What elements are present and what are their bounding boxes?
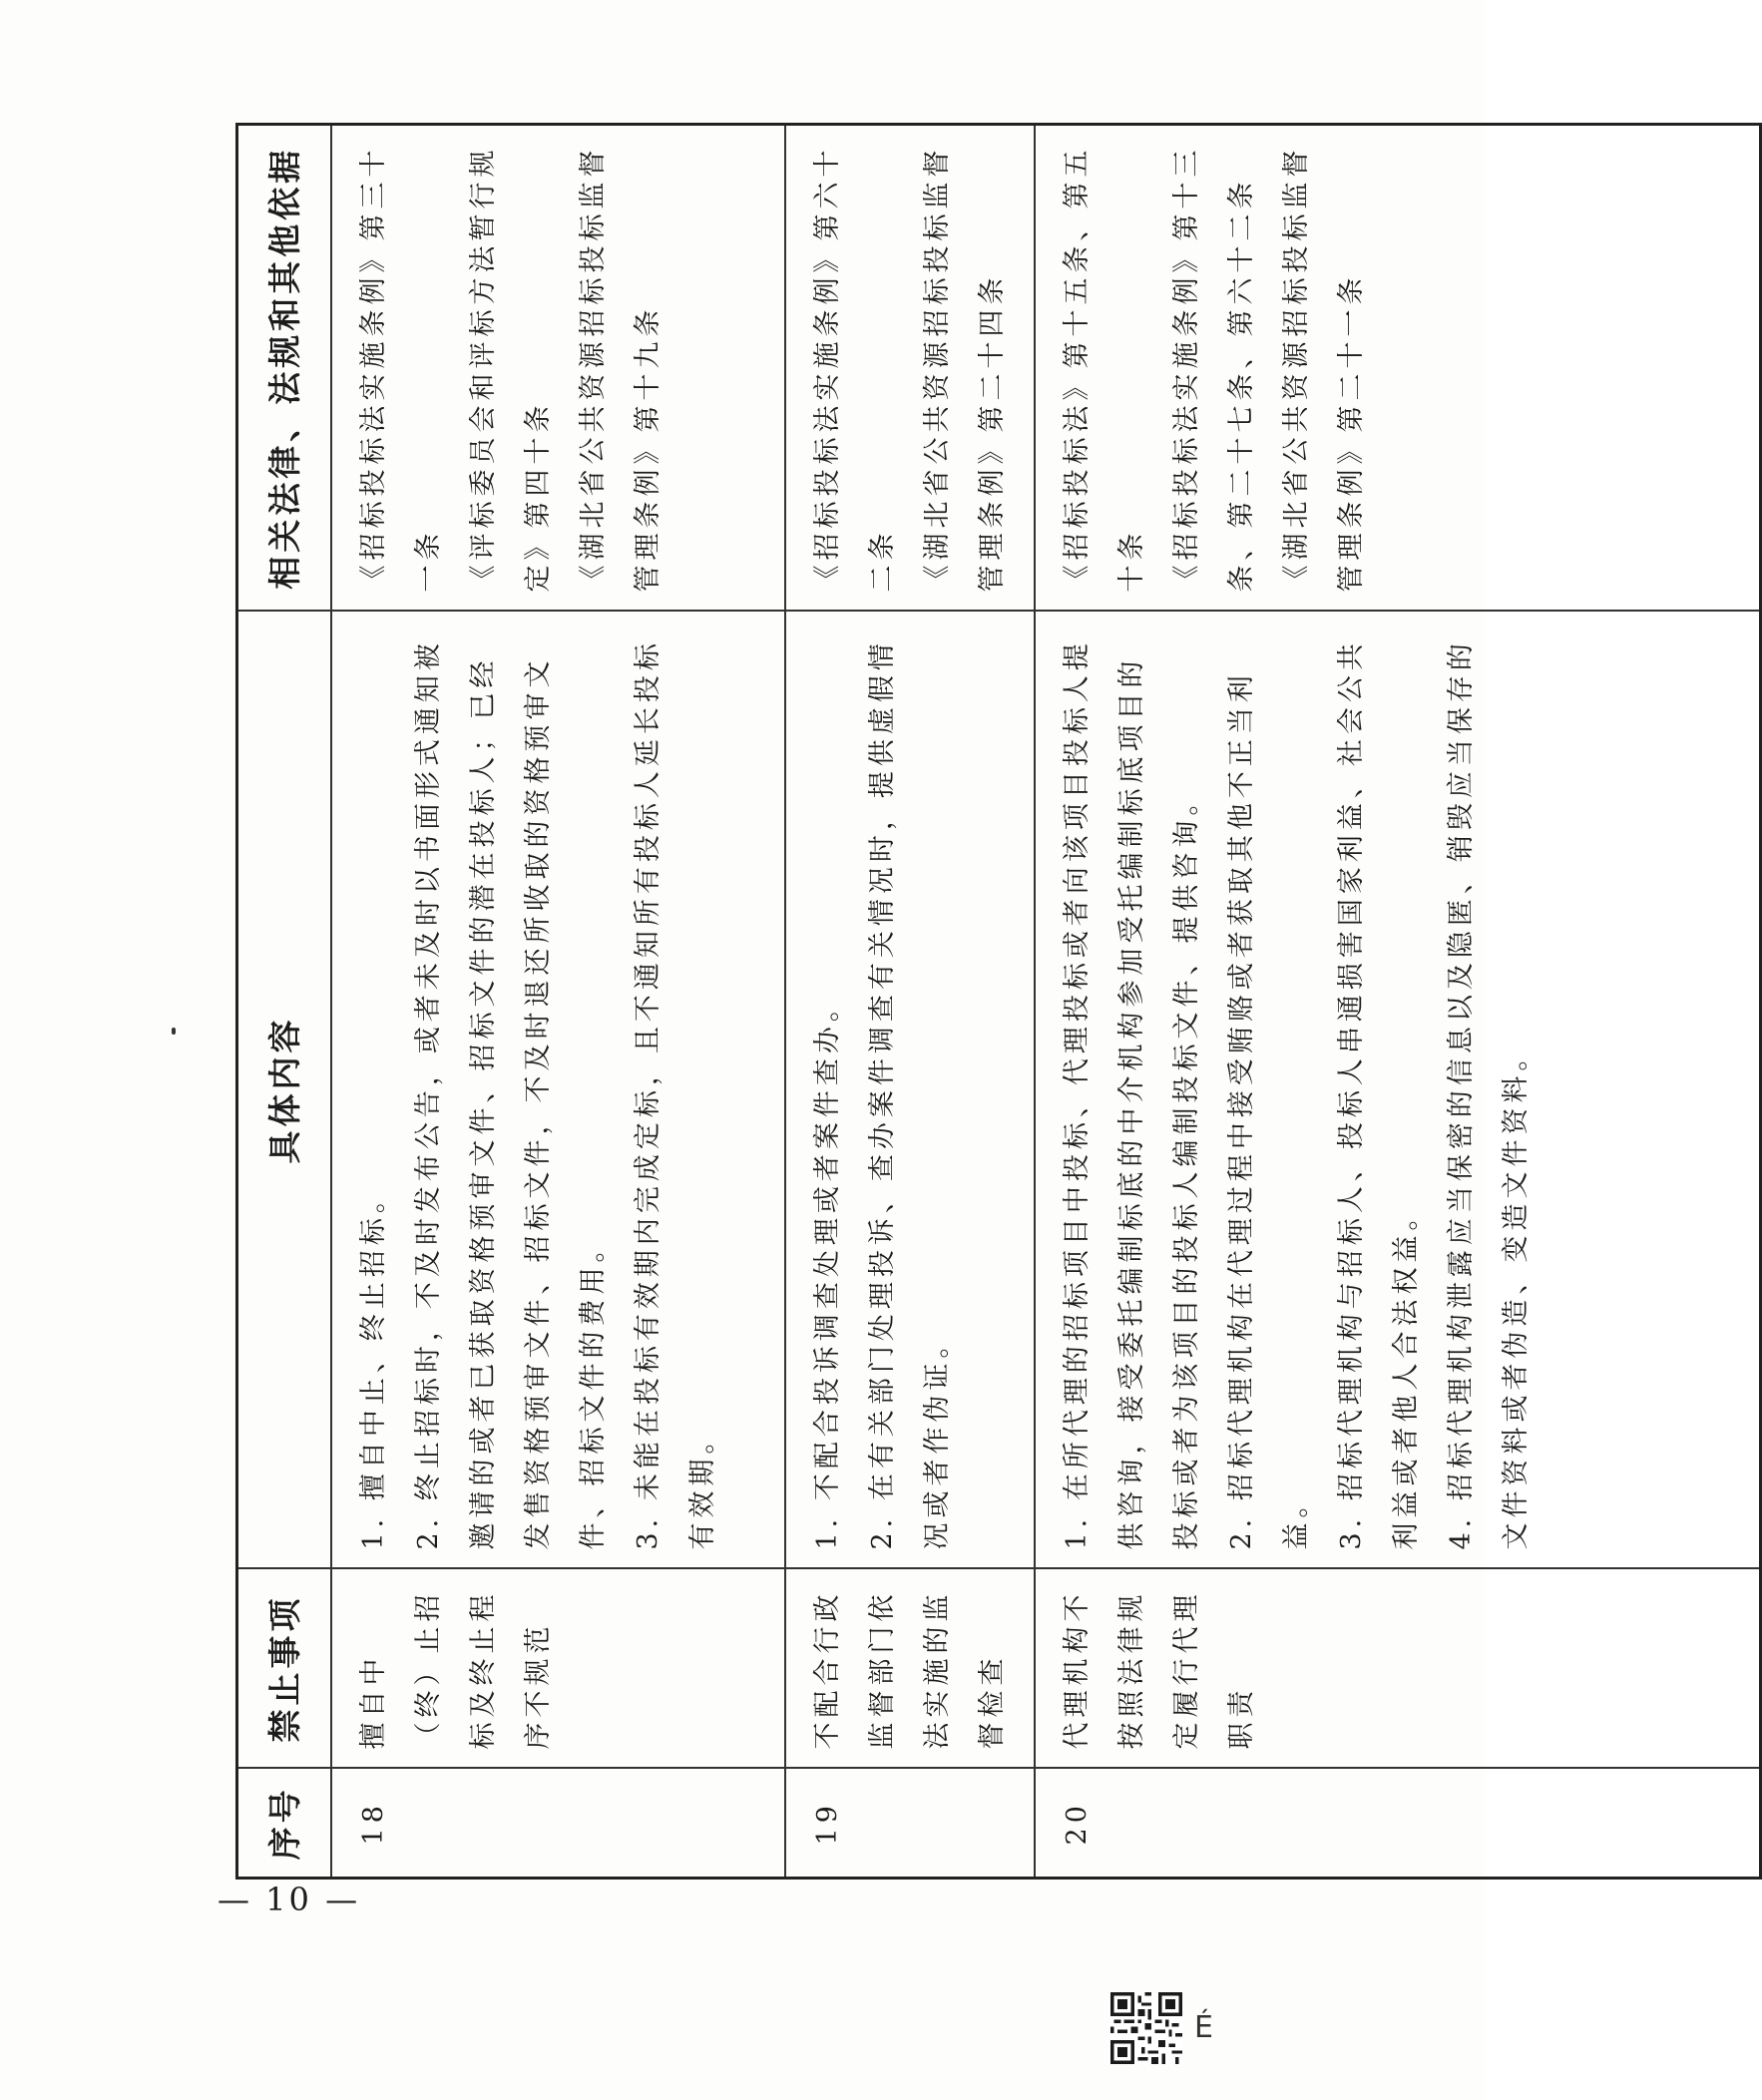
content-line: 3. 未能在投标有效期内完成定标，且不通知所有投标人延长投标有效期。 <box>633 638 718 1550</box>
header-content: 具体内容 <box>237 612 332 1569</box>
content-line: 1. 在所代理的招标项目中投标、代理投标或者向该项目投标人提供咨询，接受委托编制标底的中介机构参加受托编制标底项目的投标或者为该项目的投标人编制投标文件、提供咨询。 <box>1062 638 1202 1550</box>
content-line: 2. 在有关部门处理投诉、查办案件调查有关情况时，提供虚假情况或者作伪证。 <box>867 638 953 1550</box>
ink-speck <box>172 1028 176 1035</box>
table-row <box>785 125 1035 1879</box>
basis-line: 《招标投标法实施条例》第十三条、第二十七条、第六十二条 <box>1171 145 1257 593</box>
header-no: 序号 <box>237 1769 332 1879</box>
basis-line: 《湖北省公共资源招标投标监督管理条例》第二十四条 <box>922 145 1008 593</box>
content-line: 1. 擅自中止、终止招标。 <box>358 1181 389 1550</box>
row-basis <box>331 125 785 612</box>
row-basis <box>1035 125 1761 612</box>
row-item: 不配合行政监督部门依法实施的监督检查 <box>785 1569 1035 1769</box>
content-line: 2. 终止招标时，不及时发布公告，或者未及时以书面形式通知被邀请的或者已获取资格预审文件、招标文件的潜在投标人；已经发售资格预审文件、招标文件，不及时退还所收取的资格预审文件、招标文件的费用。 <box>413 638 609 1550</box>
header-item: 禁止事项 <box>237 1569 332 1769</box>
table-row <box>331 125 785 1879</box>
content-line: 3. 招标代理机构与招标人、投标人串通损害国家利益、社会公共利益或者他人合法权益。 <box>1336 638 1422 1550</box>
basis-line: 《招标投标法》第十五条、第五十条 <box>1062 145 1147 593</box>
basis-line: 《招标投标法实施条例》第六十二条 <box>812 145 898 593</box>
basis-line: 《招标投标法实施条例》第三十一条 <box>358 145 444 593</box>
table-row <box>1035 125 1761 1879</box>
content-line: 2. 招标代理机构在代理过程中接受贿赂或者获取其他不正当利益。 <box>1226 670 1312 1550</box>
rotated-table-container <box>235 126 1762 1880</box>
row-number: 18 <box>331 1769 785 1879</box>
table-header-row <box>237 125 332 1879</box>
basis-line: 《湖北省公共资源招标投标监督管理条例》第十九条 <box>578 145 663 593</box>
prohibited-items-table <box>235 123 1762 1880</box>
content-line: 4. 招标代理机构泄露应当保密的信息以及隐匿、销毁应当保存的文件资料或者伪造、变造文件资料。 <box>1446 638 1532 1550</box>
row-item: 擅自中（终）止招标及终止程序不规范 <box>331 1569 785 1769</box>
row-item: 代理机构不按照法律规定履行代理职责 <box>1035 1569 1761 1769</box>
row-basis <box>785 125 1035 612</box>
row-content <box>785 612 1035 1569</box>
qr-code-icon <box>1110 1992 1182 2064</box>
row-number: 20 <box>1035 1769 1761 1879</box>
header-basis: 相关法律、法规和其他依据 <box>237 125 332 612</box>
basis-line: 《评标委员会和评标方法暂行规定》第四十条 <box>468 145 554 593</box>
row-number: 19 <box>785 1769 1035 1879</box>
row-content <box>331 612 785 1569</box>
basis-line: 《湖北省公共资源招标投标监督管理条例》第二十一条 <box>1281 145 1367 593</box>
content-line: 1. 不配合投诉调查处理或者案件查办。 <box>812 990 843 1550</box>
trailing-mark: É <box>1194 2010 1213 2045</box>
row-content <box>1035 612 1761 1569</box>
page-number: — 10 — <box>218 1881 361 1918</box>
